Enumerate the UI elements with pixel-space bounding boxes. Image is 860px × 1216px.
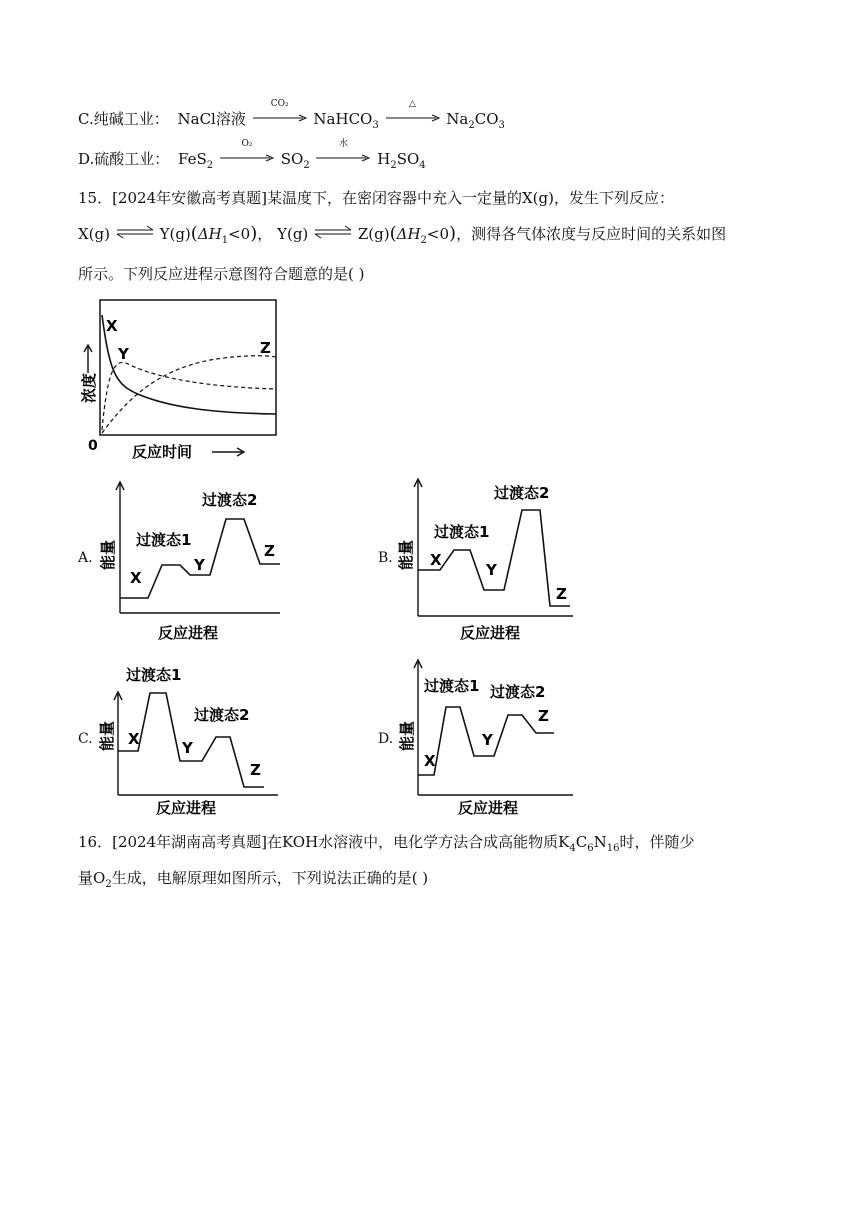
q15-line1: 15．[2024年安徽高考真题]某温度下，在密闭容器中充入一定量的X(g)，发生下列反应： xyxy=(78,189,674,207)
svg-text:过渡态1: 过渡态1 xyxy=(126,666,182,684)
svg-text:Y: Y xyxy=(194,556,205,574)
svg-text:过渡态2: 过渡态2 xyxy=(202,491,258,509)
svg-text:反应进程: 反应进程 xyxy=(156,799,217,817)
q16-line1: 16．[2024年湖南高考真题]在KOH水溶液中，电化学方法合成高能物质$K_4C_6N_{16}$时，伴随少 xyxy=(78,833,695,854)
equilibrium-arrow xyxy=(314,225,352,239)
solution-text: 溶液 xyxy=(215,110,246,128)
svg-text:过渡态1: 过渡态1 xyxy=(434,523,490,541)
concentration-chart xyxy=(80,295,280,465)
svg-text:反应时间: 反应时间 xyxy=(132,443,193,461)
svg-text:Y: Y xyxy=(486,561,497,579)
nacl-text: NaCl xyxy=(177,110,216,128)
svg-text:Z: Z xyxy=(260,339,271,357)
svg-text:过渡态2: 过渡态2 xyxy=(494,484,550,502)
svg-text:Z: Z xyxy=(556,585,567,603)
energy-diagram-d: D. 能量 X Y Z 过渡态1 过渡态2 反应进程 xyxy=(378,655,588,823)
svg-text:反应进程: 反应进程 xyxy=(458,799,519,817)
svg-text:Y: Y xyxy=(118,345,129,363)
svg-text:能量: 能量 xyxy=(98,720,116,751)
option-d-label: D.硫酸工业： xyxy=(78,150,170,168)
svg-text:过渡态2: 过渡态2 xyxy=(194,706,250,724)
equilibrium-arrow xyxy=(116,225,154,239)
option-c: C.纯碱工业： NaCl溶液 CO₂ NaHCO$_3$ △ $Na_2CO_3$ xyxy=(78,99,505,131)
svg-text:X: X xyxy=(130,569,142,587)
q15-line3: 所示。下列反应进程示意图符合题意的是( ) xyxy=(78,265,365,283)
svg-text:Z: Z xyxy=(538,707,549,725)
svg-text:过渡态2: 过渡态2 xyxy=(490,683,546,701)
option-c-label: C.纯碱工业： xyxy=(78,110,169,128)
svg-text:过渡态1: 过渡态1 xyxy=(424,677,480,695)
energy-diagram-a: A. 能量 X Y Z 过渡态1 过渡态2 反应进程 xyxy=(78,478,288,648)
energy-diagram-b: B. 能量 X Y Z 过渡态1 过渡态2 反应进程 xyxy=(378,478,588,648)
svg-text:反应进程: 反应进程 xyxy=(460,624,521,642)
svg-text:过渡态1: 过渡态1 xyxy=(136,531,192,549)
o2-arrow: O₂ xyxy=(220,148,274,162)
svg-text:0: 0 xyxy=(88,438,98,454)
svg-text:反应进程: 反应进程 xyxy=(158,624,219,642)
option-d: D.硫酸工业： FeS$_2$ O₂ $SO_2$ 水 $H_2SO_4$ xyxy=(78,139,426,171)
svg-text:能量: 能量 xyxy=(398,720,416,751)
svg-text:Z: Z xyxy=(250,761,261,779)
q15-reactions: X(g) $Y(g)(\Delta H_1<0)$， Y(g) $Z(g)(\Delta H_2<0)$，测得各气体浓度与反应时间的关系如图 xyxy=(78,223,727,246)
svg-text:X: X xyxy=(424,752,436,770)
svg-text:X: X xyxy=(106,317,118,335)
svg-text:Y: Y xyxy=(482,731,493,749)
svg-text:Z: Z xyxy=(264,542,275,560)
svg-text:能量: 能量 xyxy=(397,539,415,570)
svg-text:Y: Y xyxy=(182,739,193,757)
water-arrow: 水 xyxy=(316,148,370,162)
svg-text:能量: 能量 xyxy=(99,539,117,570)
co2-arrow: CO₂ xyxy=(253,108,307,122)
svg-text:X: X xyxy=(430,551,442,569)
energy-diagram-c: C. 能量 X Y Z 过渡态1 过渡态2 反应进程 xyxy=(78,655,288,823)
q16-line2: 量$O_2$生成，电解原理如图所示，下列说法正确的是( ) xyxy=(78,869,429,890)
heat-arrow: △ xyxy=(386,108,440,122)
svg-text:浓度: 浓度 xyxy=(80,372,98,403)
svg-text:X: X xyxy=(128,730,140,748)
